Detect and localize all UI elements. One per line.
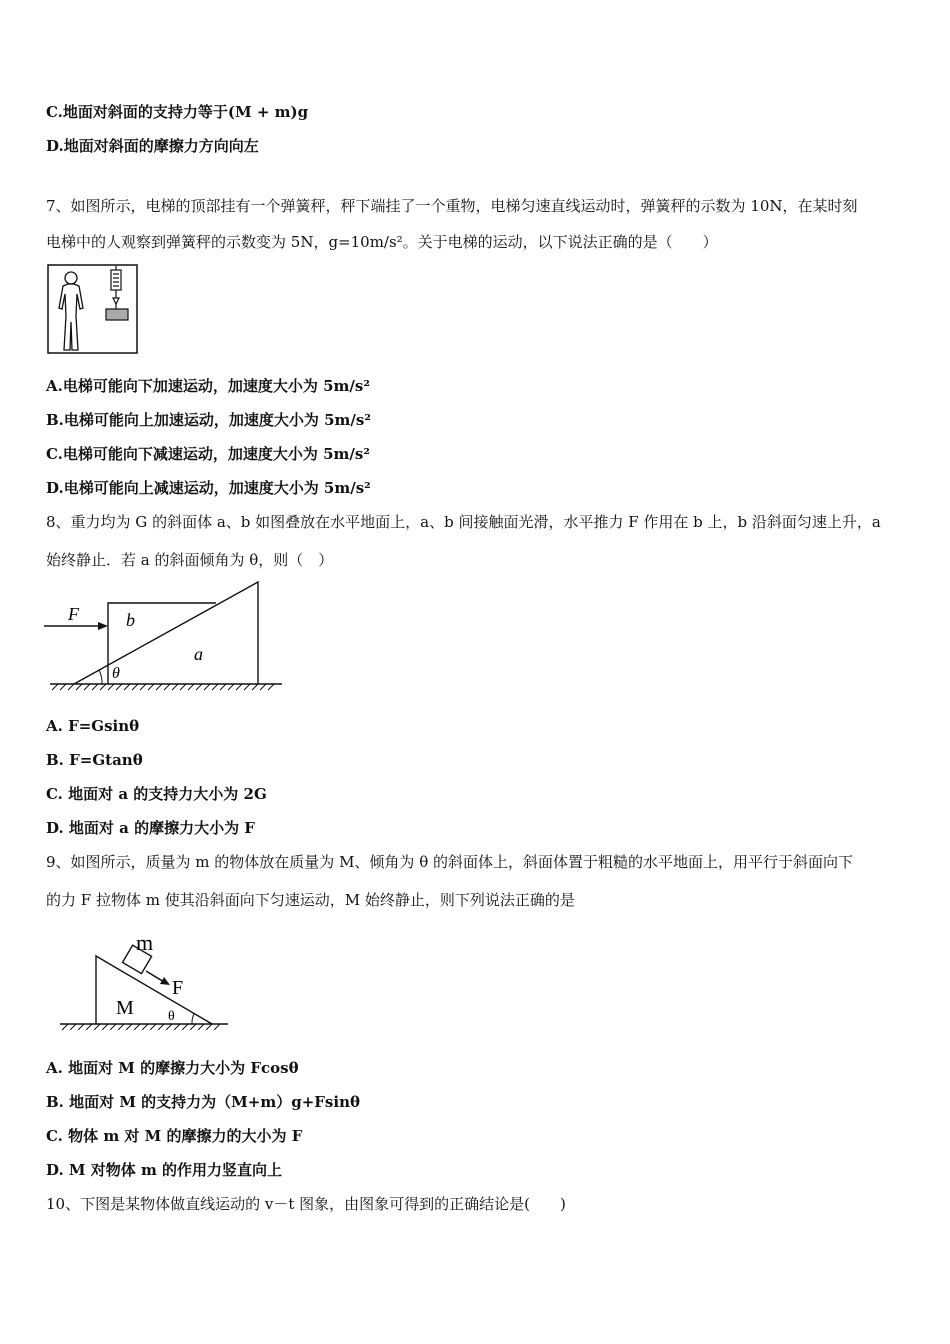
q9-option-b: B. 地面对 M 的支持力为（M+m）g+Fsinθ xyxy=(46,1093,360,1111)
q7-stem-line1: 7、如图所示，电梯的顶部挂有一个弹簧秤，秤下端挂了一个重物，电梯匀速直线运动时，弹簧秤的示数为 10N，在某时刻 xyxy=(46,197,858,215)
label-F: F xyxy=(172,977,184,999)
q9-stem-line2: 的力 F 拉物体 m 使其沿斜面向下匀速运动，M 始终静止，则下列说法正确的是 xyxy=(46,891,575,909)
q10-stem-line1: 10、下图是某物体做直线运动的 v－t 图象，由图象可得到的正确结论是( ) xyxy=(46,1195,566,1213)
q9-incline-figure xyxy=(58,928,230,1040)
q7-option-a: A.电梯可能向下加速运动，加速度大小为 5m/s² xyxy=(46,377,370,395)
weight-block xyxy=(106,309,128,320)
q6-option-c: C.地面对斜面的支持力等于(M + m)g xyxy=(46,103,309,121)
ground-hatching xyxy=(62,1024,220,1030)
q8-option-d: D. 地面对 a 的摩擦力大小为 F xyxy=(46,819,255,837)
q8-option-c: C. 地面对 a 的支持力大小为 2G xyxy=(46,785,267,803)
label-a: a xyxy=(194,644,203,664)
q8-stem-line1: 8、重力均为 G 的斜面体 a、b 如图叠放在水平地面上，a、b 间接触面光滑，水平推力 F 作用在 b 上，b 沿斜面匀速上升，a xyxy=(46,513,881,531)
label-theta: θ xyxy=(168,1009,175,1024)
label-F: F xyxy=(68,604,79,624)
arrow-head-icon xyxy=(98,622,108,630)
q7-elevator-figure xyxy=(47,264,139,360)
q8-wedge-figure xyxy=(44,578,286,698)
q8-stem-line2: 始终静止．若 a 的斜面倾角为 θ，则（ ） xyxy=(46,551,334,569)
q9-option-a: A. 地面对 M 的摩擦力大小为 Fcosθ xyxy=(46,1059,299,1077)
q7-option-d: D.电梯可能向上减速运动，加速度大小为 5m/s² xyxy=(46,479,371,497)
q7-option-c: C.电梯可能向下减速运动，加速度大小为 5m/s² xyxy=(46,445,370,463)
label-theta: θ xyxy=(112,665,120,682)
q8-option-a: A. F=Gsinθ xyxy=(46,717,140,735)
label-M: M xyxy=(116,997,134,1019)
q6-option-d: D.地面对斜面的摩擦力方向向左 xyxy=(46,137,259,155)
q8-option-b: B. F=Gtanθ xyxy=(46,751,143,769)
q9-option-c: C. 物体 m 对 M 的摩擦力的大小为 F xyxy=(46,1127,303,1145)
q7-option-b: B.电梯可能向上加速运动，加速度大小为 5m/s² xyxy=(46,411,371,429)
wedge-M xyxy=(96,956,212,1024)
label-b: b xyxy=(126,610,135,630)
q9-option-d: D. M 对物体 m 的作用力竖直向上 xyxy=(46,1161,283,1179)
wedge-a xyxy=(74,582,258,684)
q9-stem-line1: 9、如图所示，质量为 m 的物体放在质量为 M、倾角为 θ 的斜面体上，斜面体置于粗糙的水平地面上，用平行于斜面向下 xyxy=(46,853,854,871)
label-m: m xyxy=(136,930,154,955)
ground-hatching xyxy=(52,684,274,690)
q7-stem-line2: 电梯中的人观察到弹簧秤的示数变为 5N，g=10m/s²。关于电梯的运动，以下说法正确的是（ ） xyxy=(46,233,718,251)
